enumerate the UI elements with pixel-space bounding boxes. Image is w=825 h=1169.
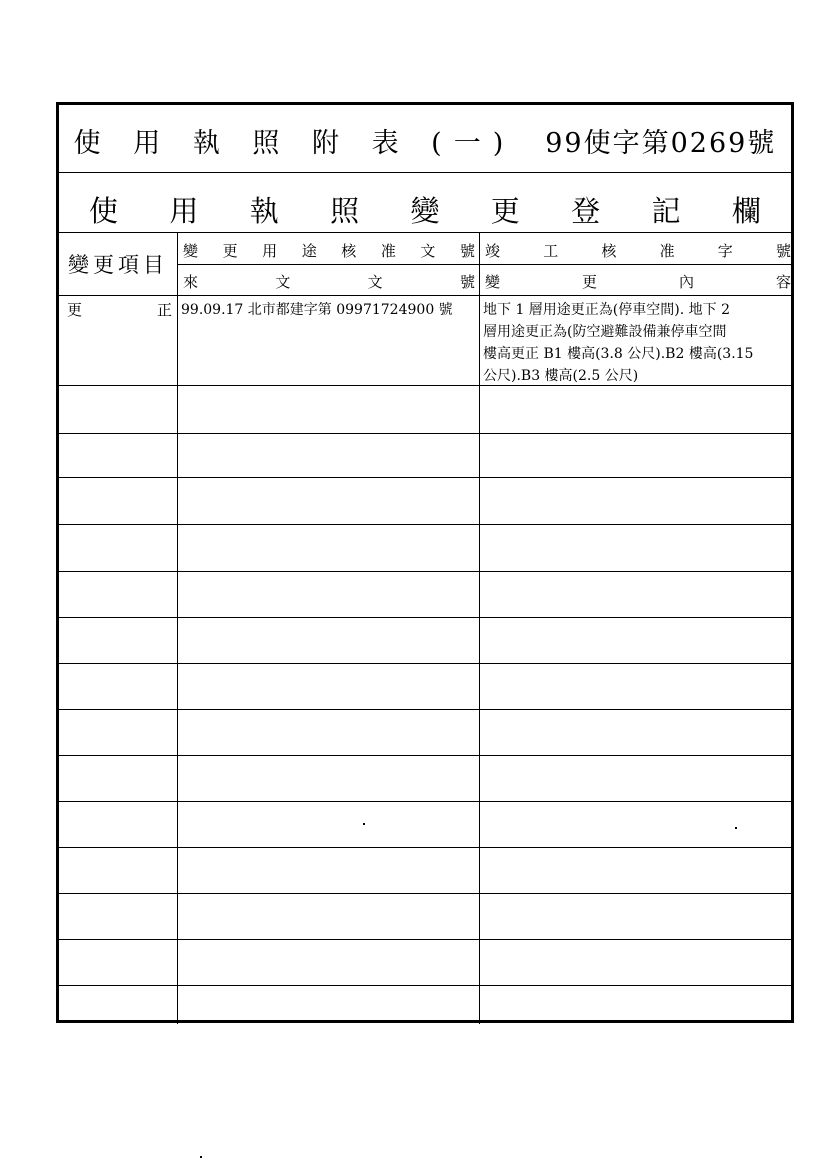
header-char: 文: [275, 272, 291, 291]
content-line: 地下 1 層用途更正為(停車空間). 地下 2: [483, 302, 730, 318]
header-char: 變: [485, 272, 501, 291]
row-line: [59, 663, 791, 664]
header-char: 准: [659, 241, 675, 260]
header-char: 更: [222, 241, 238, 260]
header-char: 號: [775, 241, 791, 260]
content-line: 公尺).B3 樓高(2.5 公尺): [483, 368, 639, 384]
header-char: 內: [678, 272, 694, 291]
header-change-content: [485, 268, 791, 294]
row-line: [59, 477, 791, 478]
divider: [59, 172, 791, 173]
header-char: 更: [581, 272, 597, 291]
header-change-item: 變更項目: [68, 253, 168, 277]
header-bottom-line: [59, 295, 791, 296]
change-registration-banner: [89, 187, 761, 231]
speck: [735, 827, 737, 829]
row-line: [59, 617, 791, 618]
row-line: [59, 985, 791, 986]
header-char: 號: [459, 241, 475, 260]
row-change-content: [483, 299, 795, 387]
banner-char: 記: [651, 193, 681, 228]
banner-char: 使: [89, 193, 119, 228]
header-char: 文: [367, 272, 383, 291]
header-subdivider: [177, 264, 791, 265]
header-change-use-approval-no: [183, 237, 475, 263]
content-line: 層用途更正為(防空避難設備兼停車空間: [483, 324, 727, 340]
banner-char: 欄: [731, 193, 761, 228]
column-divider: [177, 232, 178, 1024]
form-title-text: 使 用 執 照 附 表 (一): [73, 127, 516, 159]
row-line: [59, 939, 791, 940]
speck: [200, 1156, 202, 1158]
banner-char: 執: [249, 193, 279, 228]
column-divider: [479, 232, 480, 1024]
banner-char: 變: [410, 193, 440, 228]
speck: [363, 823, 365, 825]
row-item-right: 正: [157, 301, 173, 319]
row-line: [59, 709, 791, 710]
row-item-left: 更: [67, 301, 83, 319]
row-line: [59, 433, 791, 434]
header-char: 文: [420, 241, 436, 260]
header-char: 用: [262, 241, 278, 260]
header-incoming-doc-no: [183, 268, 475, 294]
banner-char: 照: [330, 193, 360, 228]
header-char: 號: [459, 272, 475, 291]
banner-char: 登: [571, 193, 601, 228]
banner-char: 用: [169, 193, 199, 228]
header-char: 工: [543, 241, 559, 260]
row-doc-no: 99.09.17 北市都建字第 09971724900 號: [181, 302, 453, 318]
content-line: 樓高更正 B1 樓高(3.8 公尺).B2 樓高(3.15: [483, 346, 754, 362]
row-line: [59, 385, 791, 386]
header-char: 來: [183, 272, 199, 291]
header-char: 竣: [485, 241, 501, 260]
header-char: 途: [301, 241, 317, 260]
permit-appendix-form: [56, 102, 794, 1023]
header-char: 容: [775, 272, 791, 291]
row-line: [59, 755, 791, 756]
form-title: [59, 115, 791, 165]
row-line: [59, 801, 791, 802]
header-char: 核: [601, 241, 617, 260]
header-char: 准: [380, 241, 396, 260]
header-char: 核: [341, 241, 357, 260]
header-completion-approval-no: [485, 237, 791, 263]
permit-number: 99使字第0269號: [545, 127, 777, 159]
row-line: [59, 893, 791, 894]
banner-char: 更: [490, 193, 520, 228]
row-line: [59, 524, 791, 525]
header-char: 字: [717, 241, 733, 260]
header-char: 變: [183, 241, 199, 260]
row-line: [59, 571, 791, 572]
row-line: [59, 847, 791, 848]
